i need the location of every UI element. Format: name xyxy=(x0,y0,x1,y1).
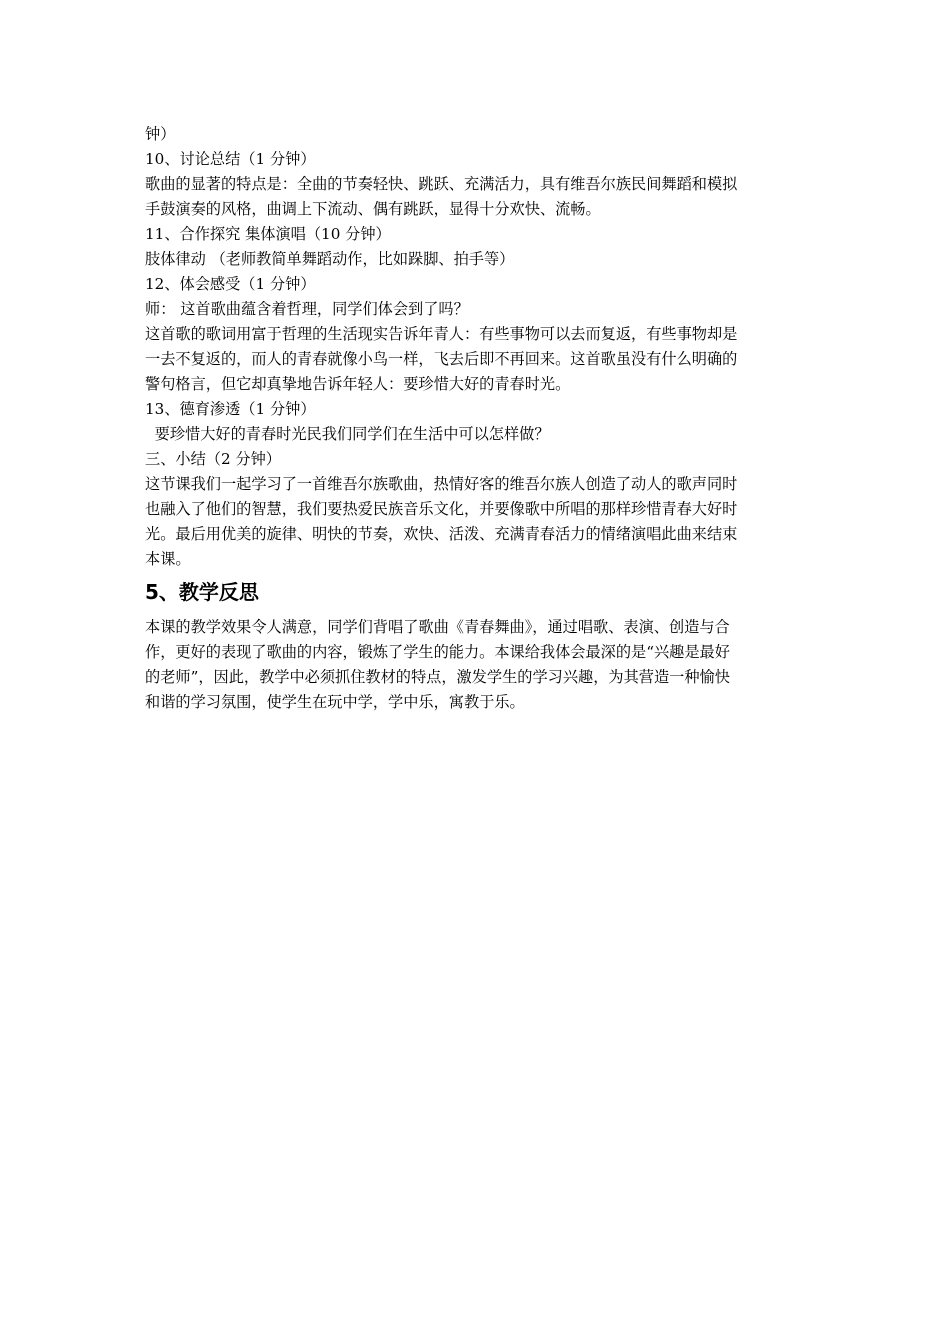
text-line: 和谐的学习氛围，使学生在玩中学，学中乐，寓教于乐。 xyxy=(145,693,525,711)
section-heading: 5、教学反思 xyxy=(145,580,259,604)
item-heading: 11、合作探究 集体演唱（10 分钟） xyxy=(145,225,391,243)
document-page xyxy=(145,122,810,715)
text-line: 钟） xyxy=(145,125,176,143)
item-heading: 13、德育渗透（1 分钟） xyxy=(145,400,316,418)
text-line: 歌曲的显著的特点是：全曲的节奏轻快、跳跃、充满活力，具有维吾尔族民间舞蹈和模拟 xyxy=(145,175,738,193)
text-line: 这节课我们一起学习了一首维吾尔族歌曲，热情好客的维吾尔族人创造了动人的歌声同时 xyxy=(145,475,738,493)
text-line: 一去不复返的，而人的青春就像小鸟一样，飞去后即不再回来。这首歌虽没有什么明确的 xyxy=(145,350,738,368)
text-line: 警句格言，但它却真挚地告诉年轻人：要珍惜大好的青春时光。 xyxy=(145,375,571,393)
text-line: 作，更好的表现了歌曲的内容，锻炼了学生的能力。本课给我体会最深的是“兴趣是最好 xyxy=(145,643,730,661)
text-line: 光。最后用优美的旋律、明快的节奏，欢快、活泼、充满青春活力的情绪演唱此曲来结束 xyxy=(145,525,738,543)
item-heading: 三、小结（2 分钟） xyxy=(145,450,281,468)
text-line: 师： 这首歌曲蕴含着哲理，同学们体会到了吗？ xyxy=(145,300,469,318)
item-heading: 12、体会感受（1 分钟） xyxy=(145,275,316,293)
text-line: 这首歌的歌词用富于哲理的生活现实告诉年青人：有些事物可以去而复返，有些事物却是 xyxy=(145,325,738,343)
text-line: 要珍惜大好的青春时光民我们同学们在生活中可以怎样做？ xyxy=(145,425,550,443)
text-line: 的老师”，因此，教学中必须抓住教材的特点，激发学生的学习兴趣，为其营造一种愉快 xyxy=(145,668,730,686)
item-heading: 10、讨论总结（1 分钟） xyxy=(145,150,316,168)
text-line: 本课。 xyxy=(145,550,191,568)
text-line: 肢体律动 （老师教简单舞蹈动作，比如跺脚、拍手等） xyxy=(145,250,515,268)
text-line: 本课的教学效果令人满意，同学们背唱了歌曲《青春舞曲》，通过唱歌、表演、创造与合 xyxy=(145,618,730,636)
text-line: 也融入了他们的智慧，我们要热爱民族音乐文化，并要像歌中所唱的那样珍惜青春大好时 xyxy=(145,500,738,518)
text-line: 手鼓演奏的风格，曲调上下流动、偶有跳跃，显得十分欢快、流畅。 xyxy=(145,200,601,218)
